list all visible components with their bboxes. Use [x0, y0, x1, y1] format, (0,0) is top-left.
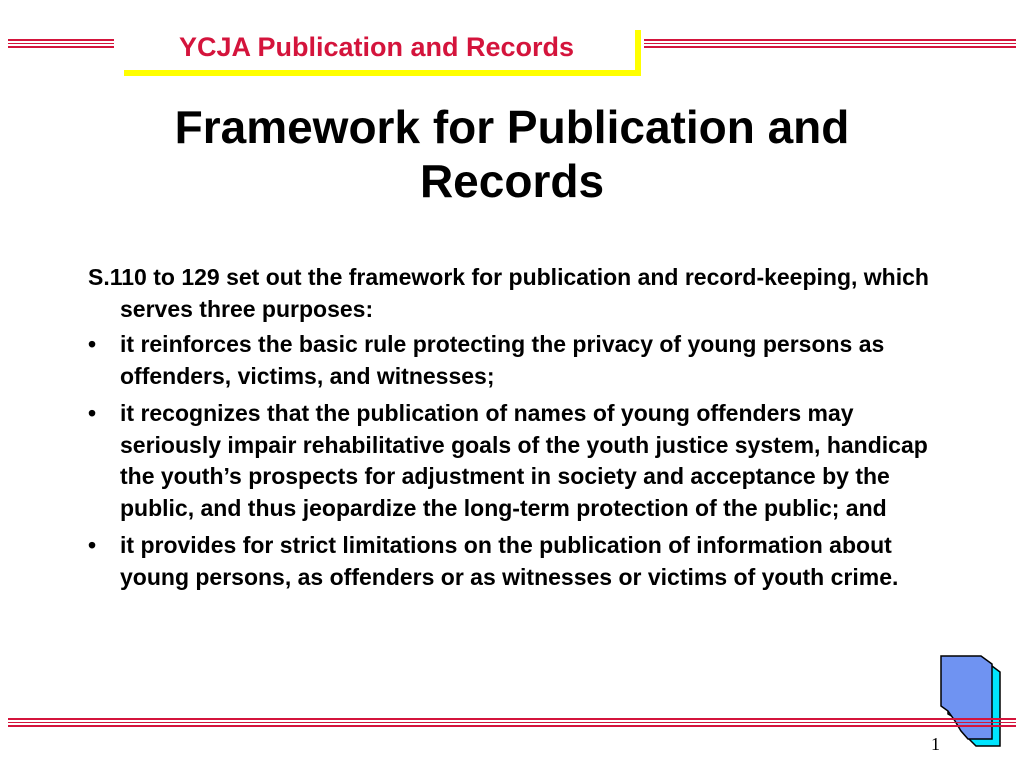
header-title: YCJA Publication and Records — [178, 31, 575, 62]
top-rule-right — [644, 39, 1016, 48]
bullet-text-3: it provides for strict limitations on the publication of information about young persons, as offenders or as witnesses or victims of youth crime. — [120, 532, 899, 590]
bullet-item-3 — [88, 530, 948, 593]
bullet-icon: • — [88, 400, 97, 426]
page-number: 1 — [931, 734, 940, 754]
bottom-rule — [8, 718, 1016, 727]
bullet-text-2: it recognizes that the publication of names of young offenders may seriously impair rehabilitative goals of the youth justice system, handicap the youth’s prospects for adjustment in society and acceptance by the public, and thus jeopardize the long-term protection of the public; and — [120, 400, 928, 521]
bullet-icon: • — [88, 331, 97, 357]
top-rule-left — [8, 39, 114, 48]
bullet-item-1 — [88, 329, 948, 392]
slide-title — [60, 100, 964, 208]
alberta-map-icon — [938, 654, 1006, 750]
bullet-text-1: it reinforces the basic rule protecting the privacy of young persons as offenders, victims, and witnesses; — [120, 331, 885, 389]
slide-title-line-1: Framework for Publication and — [174, 101, 850, 153]
intro-paragraph: S.110 to 129 set out the framework for publication and record-keeping, which serves three purposes: — [88, 264, 929, 322]
slide-body — [88, 262, 948, 599]
slide-title-line-2: Records — [419, 155, 605, 207]
bullet-icon: • — [88, 532, 97, 558]
header-box — [118, 24, 635, 70]
bullet-item-2 — [88, 398, 948, 524]
